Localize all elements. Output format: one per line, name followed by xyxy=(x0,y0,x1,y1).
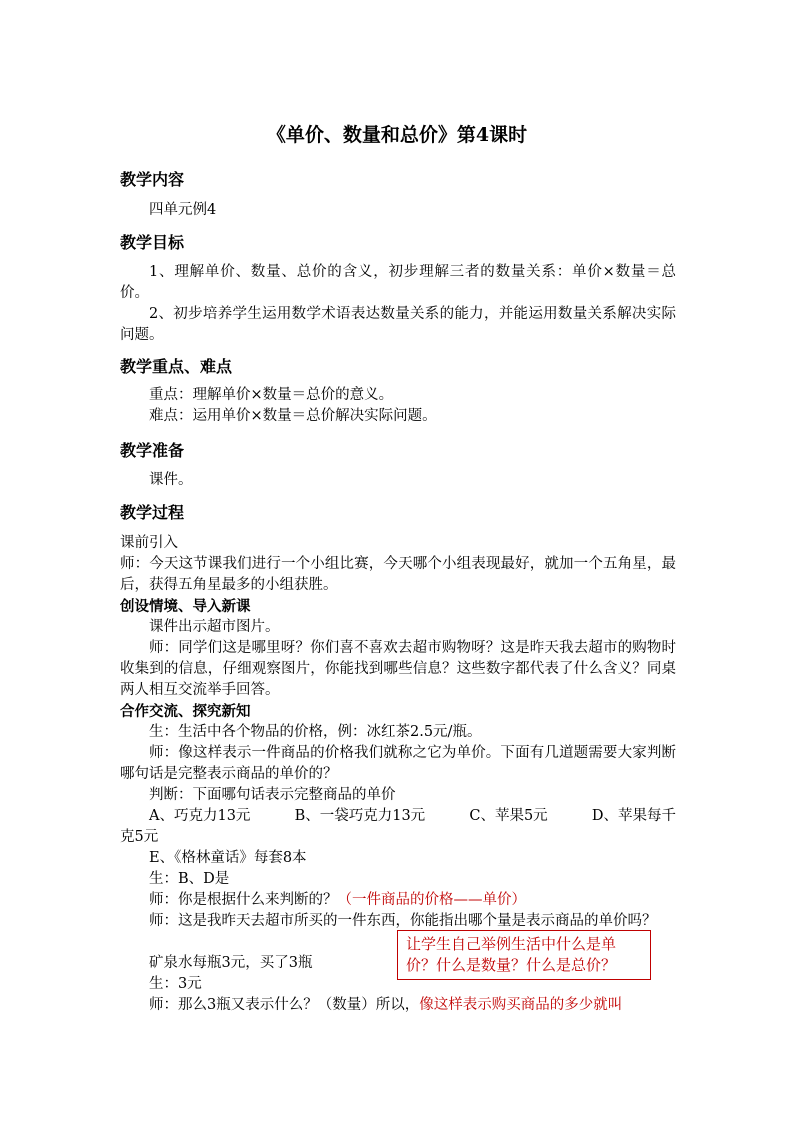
teacher-question-answer: （一件商品的价格——单价） xyxy=(337,892,526,908)
water-line: 矿泉水每瓶3元，买了3瓶 xyxy=(149,955,313,971)
options-row xyxy=(120,806,676,827)
content-text: 四单元例4 xyxy=(149,202,217,218)
explore-line-1: 生：生活中各个物品的价格，例：冰红茶2.5元/瓶。 xyxy=(149,724,482,740)
option-c: C、苹果5元 xyxy=(469,808,548,824)
teacher-question-text: 师：你是根据什么来判断的？ xyxy=(149,892,338,908)
explore-heading: 合作交流、探究新知 xyxy=(120,703,251,720)
situation-heading: 创设情境、导入新课 xyxy=(120,598,251,615)
heading-goals: 教学目标 xyxy=(120,233,185,252)
situation-line-1: 课件出示超市图片。 xyxy=(149,619,280,635)
heading-preparation: 教学准备 xyxy=(120,441,185,460)
student-answer: 生：B、D是 xyxy=(149,871,230,887)
option-d-continued: 克5元 xyxy=(120,829,159,845)
situation-line-2: 师：同学们这是哪里呀？你们喜不喜欢去超市购物呀？这是昨天我去超市的购物时收集到的信息，仔细观察图片，你能找到哪些信息？这些数字都代表了什么含义？同桌两人相互交流举手回答。 xyxy=(120,640,676,698)
option-d: D、苹果每千 xyxy=(591,808,676,824)
key-difficulty: 难点：运用单价×数量＝总价解决实际问题。 xyxy=(149,408,437,424)
explore-line-2: 师：像这样表示一件商品的价格我们就称之它为单价。下面有几道题需要大家判断哪句话是完整表示商品的单价的？ xyxy=(120,745,676,782)
student-3yuan: 生：3元 xyxy=(149,976,202,992)
options-block xyxy=(120,806,676,848)
goal-item-1: 1、理解单价、数量、总价的含义，初步理解三者的数量关系：单价×数量＝总价。 xyxy=(120,264,676,301)
option-e: E、《格林童话》每套8本 xyxy=(149,850,307,866)
last-line-red: 像这样表示购买商品的多少就叫 xyxy=(419,997,623,1013)
intro-text: 师：今天这节课我们进行一个小组比赛，今天哪个小组表现最好，就加一个五角星，最后，获得五角星最多的小组获胜。 xyxy=(120,556,676,593)
teacher-item: 师：这是我昨天去超市所买的一件东西，你能指出哪个量是表示商品的单价吗？ xyxy=(149,913,657,929)
option-b: B、一袋巧克力13元 xyxy=(294,808,426,824)
teacher-question xyxy=(149,890,526,911)
preparation-text: 课件。 xyxy=(149,472,193,488)
heading-process: 教学过程 xyxy=(120,503,185,522)
last-line-text: 师：那么3瓶又表示什么？（数量）所以， xyxy=(149,997,420,1013)
intro-label: 课前引入 xyxy=(120,535,178,551)
teacher-note-box: 让学生自己举例生活中什么是单价？什么是数量？什么是总价？ xyxy=(397,930,651,980)
option-a: A、巧克力13元 xyxy=(149,808,251,824)
document-title: 《单价、数量和总价》第4课时 xyxy=(266,124,528,146)
goal-item-2: 2、初步培养学生运用数学术语表达数量关系的能力，并能运用数量关系解决实际问题。 xyxy=(120,306,676,343)
heading-content: 教学内容 xyxy=(120,170,185,189)
last-line xyxy=(149,995,622,1016)
heading-key-points: 教学重点、难点 xyxy=(120,357,233,376)
judge-line: 判断：下面哪句话表示完整商品的单价 xyxy=(149,787,396,803)
key-focus: 重点：理解单价×数量＝总价的意义。 xyxy=(149,387,394,403)
